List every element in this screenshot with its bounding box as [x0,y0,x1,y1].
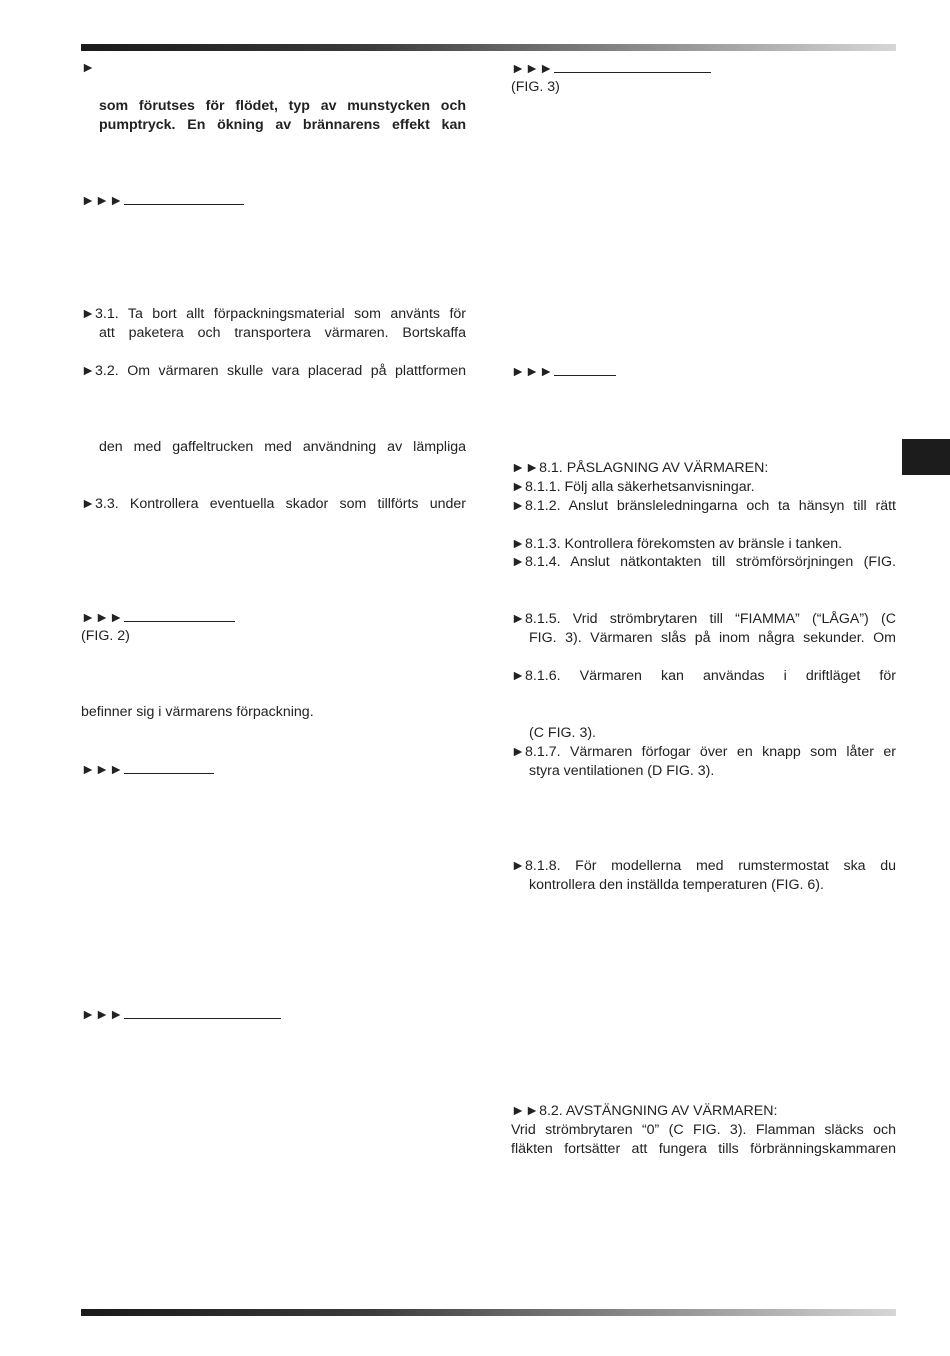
bottom-decorative-bar [81,1309,896,1316]
text-line: befinner sig i värmarens förpackning. [81,704,314,720]
text-line: ►8.1.1. Följ alla säkerhetsanvisningar. [511,479,755,495]
text-line: ►8.1.2. Anslut bränsleledningarna och ta hänsyn till rätt [511,498,896,514]
text-line: Vrid strömbrytaren “0” (C FIG. 3). Flamman släcks och [511,1122,896,1138]
section-heading-2 [81,608,466,628]
section-heading-3 [81,760,466,780]
text-line: pumptryck. En ökning av brännarens effekt kan [99,117,466,133]
heading-arrows: ►►► [81,193,124,209]
heading-underline [554,362,616,376]
text-line: ►8.1.8. För modellerna med rumstermostat ska du [511,858,896,874]
heading-underline [124,1005,281,1019]
text-line: (FIG. 2) [81,628,130,644]
language-side-tab [902,439,950,475]
text-line: ►3.2. Om värmaren skulle vara placerad på plattformen [81,363,466,379]
text-line: som förutses för flödet, typ av munstycken och [99,98,466,114]
heading-underline [554,59,711,73]
subsection-heading: ►►8.2. AVSTÄNGNING AV VÄRMAREN: [511,1103,778,1119]
section-heading-5 [511,59,896,79]
text-line: ►8.1.4. Anslut nätkontakten till strömförsörjningen (FIG. [511,554,896,570]
bullet-marker: ► [81,60,96,76]
text-line: kontrollera den inställda temperaturen (FIG. 6). [529,877,824,893]
text-line: ►8.1.3. Kontrollera förekomsten av bränsle i tanken. [511,536,843,552]
heading-underline [124,191,244,205]
text-line: ►3.1. Ta bort allt förpackningsmaterial som använts för [81,306,466,322]
text-line: fläkten fortsätter att fungera tills förbränningskammaren [511,1141,896,1157]
top-decorative-bar [81,44,896,51]
section-heading-4 [81,1005,466,1025]
text-line: (FIG. 3) [511,79,560,95]
text-line: styra ventilationen (D FIG. 3). [529,763,715,779]
heading-arrows: ►►► [511,61,554,77]
subsection-heading: ►►8.1. PÅSLAGNING AV VÄRMAREN: [511,460,769,476]
section-heading-6 [511,362,896,382]
heading-underline [124,608,235,622]
heading-arrows: ►►► [81,762,124,778]
text-line: den med gaffeltrucken med användning av lämpliga [99,439,466,455]
text-line: ►3.3. Kontrollera eventuella skador som tillförts under [81,496,466,512]
heading-arrows: ►►► [81,1007,124,1023]
section-heading-1 [81,191,466,211]
heading-arrows: ►►► [81,610,124,626]
text-line: (C FIG. 3). [529,725,596,741]
text-line: ►8.1.6. Värmaren kan användas i driftläget för [511,668,896,684]
text-line: ►8.1.5. Vrid strömbrytaren till “FIAMMA” (“LÅGA”) (C [511,611,896,627]
text-line: att paketera och transportera värmaren. Bortskaffa [99,325,466,341]
text-line: ►8.1.7. Värmaren förfogar över en knapp som låter er [511,744,896,760]
heading-arrows: ►►► [511,364,554,380]
text-line: FIG. 3). Värmaren slås på inom några sekunder. Om [529,630,896,646]
heading-underline [124,760,214,774]
